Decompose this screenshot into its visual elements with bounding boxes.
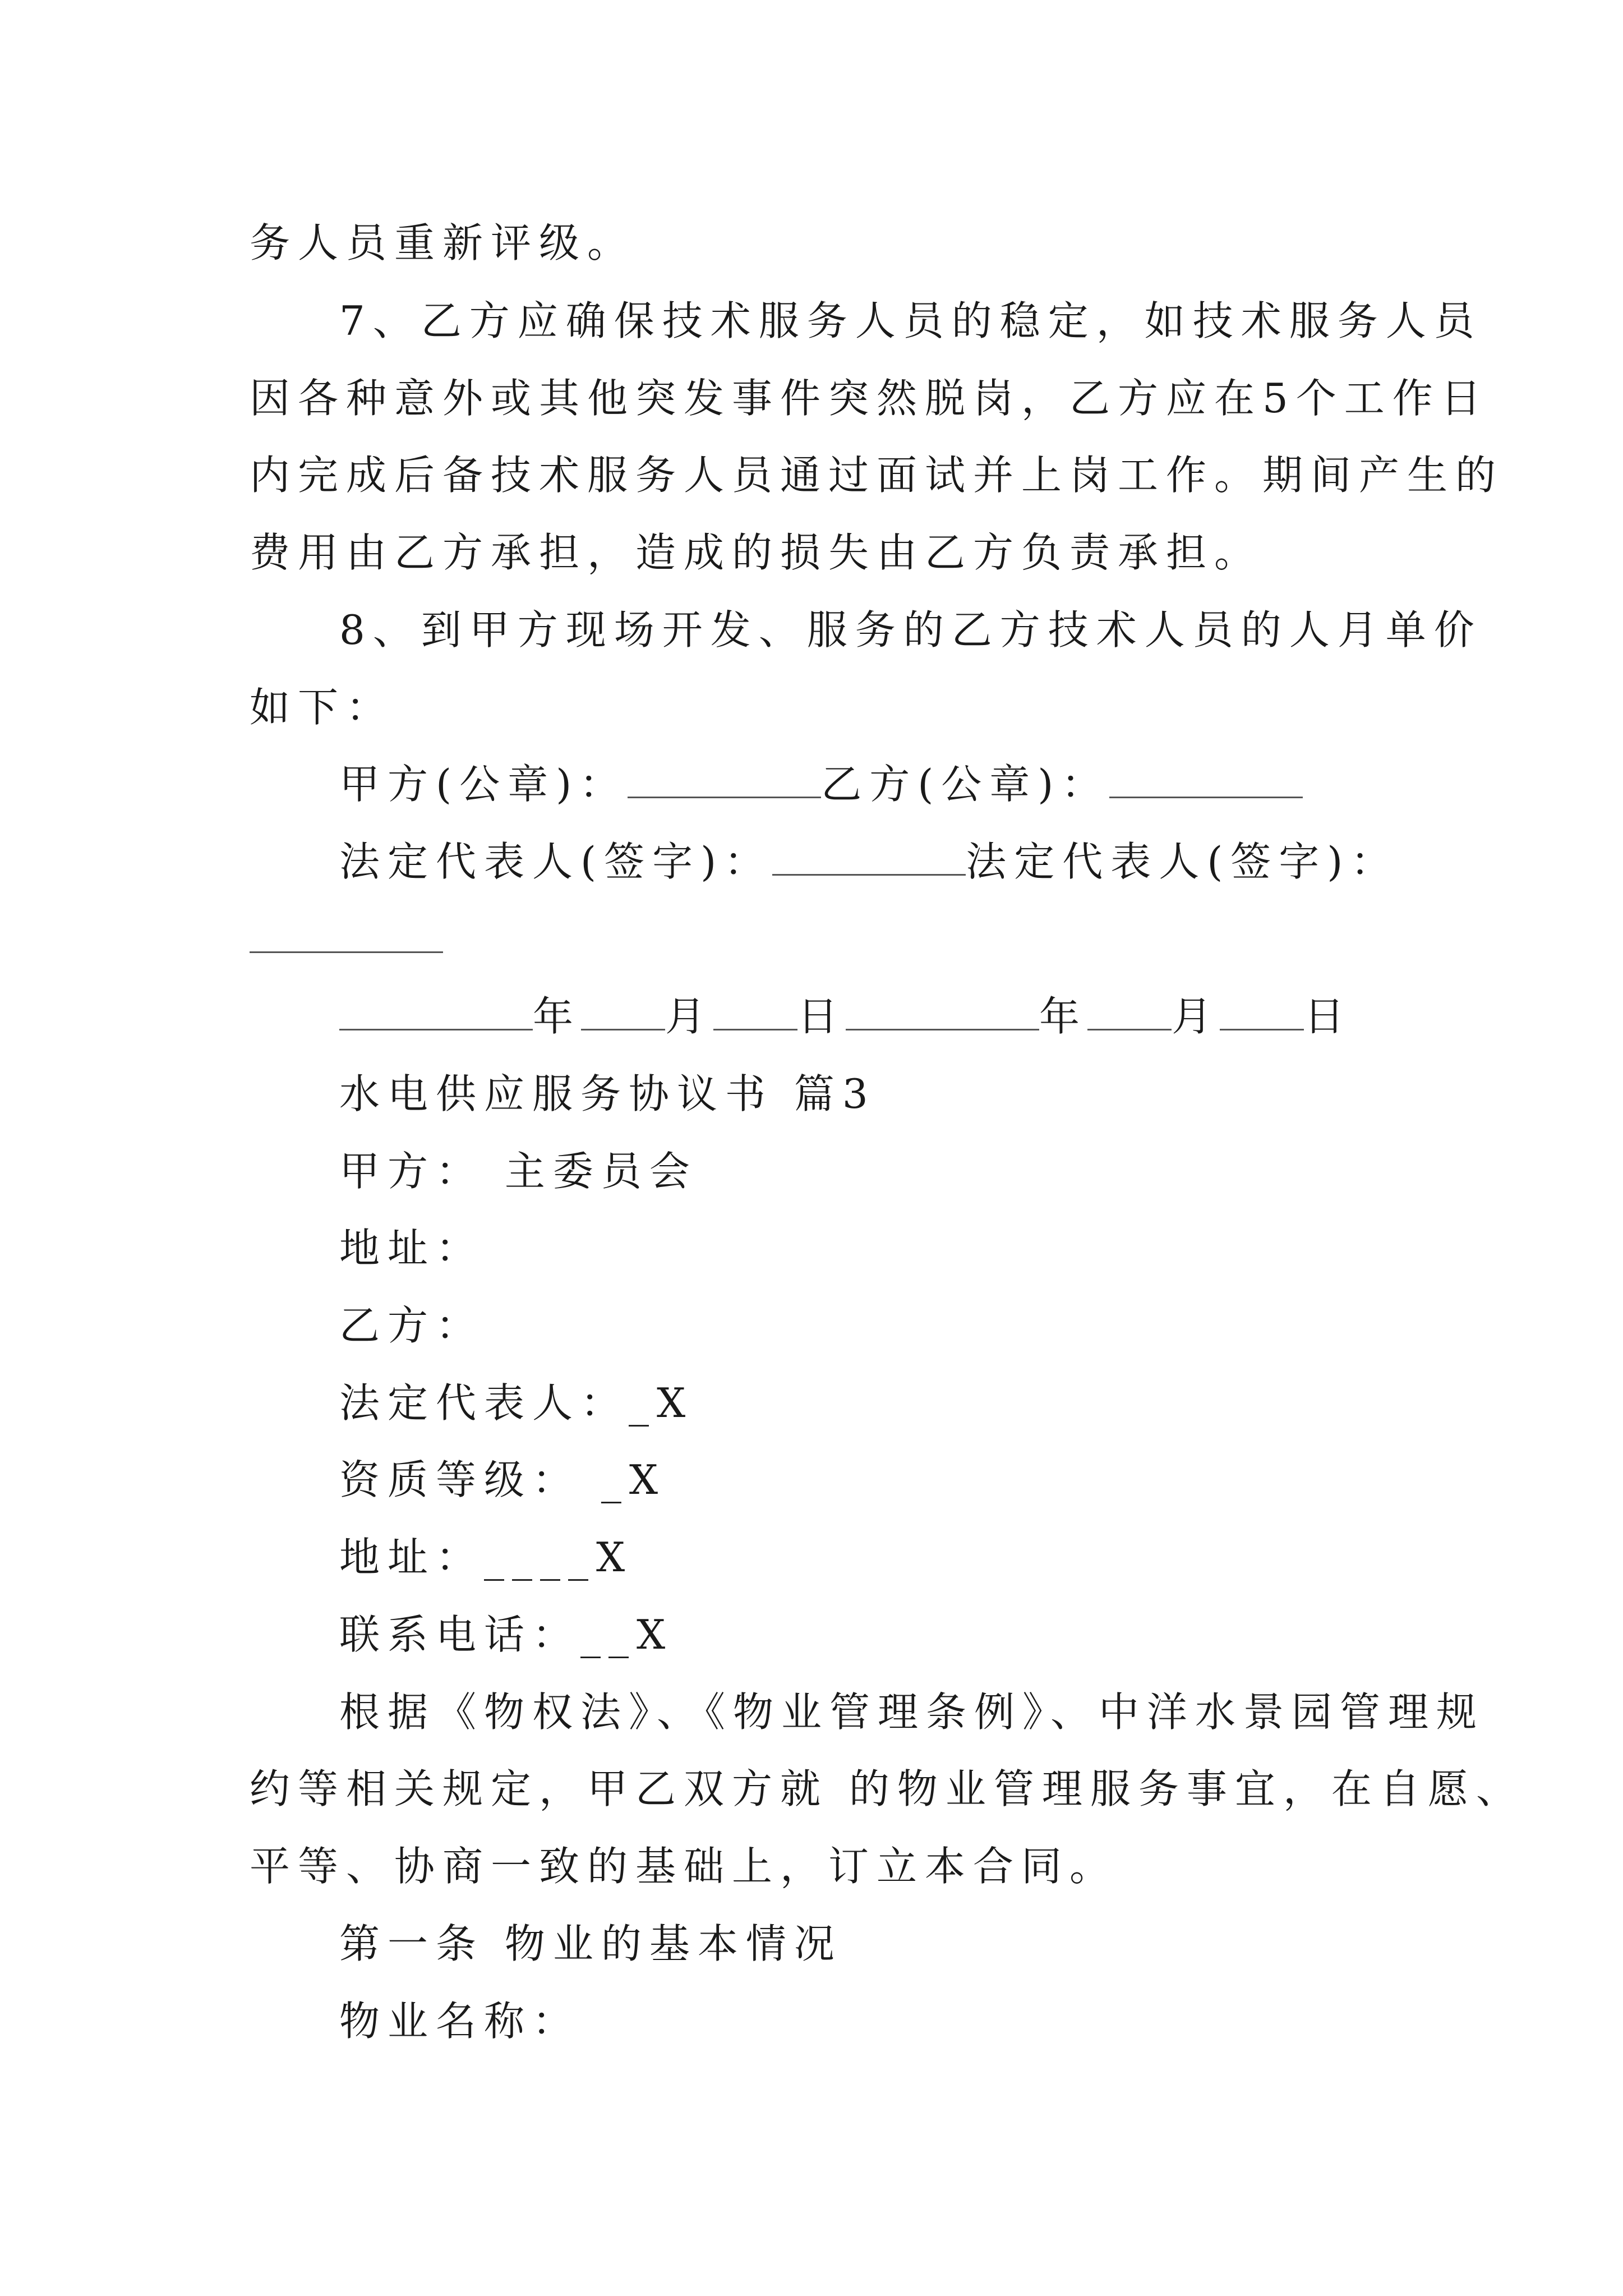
- day-b-blank: [1220, 994, 1304, 1030]
- day-a: 日: [797, 993, 846, 1040]
- party-b-line: 乙方：: [339, 1302, 485, 1349]
- article-1-heading: 第一条 物业的基本情况: [339, 1920, 842, 1967]
- date-line: [339, 988, 1352, 1045]
- party-a-seal-blank: [628, 762, 821, 798]
- rep-a-blank: [772, 839, 966, 876]
- party-b-seal-label: 乙方(公章)：: [821, 761, 1110, 808]
- year-b: 年: [1039, 993, 1088, 1040]
- qualification-line: 资质等级： _X: [339, 1456, 666, 1503]
- address-b-line: 地址：____X: [339, 1534, 633, 1581]
- seal-line: [339, 756, 1303, 812]
- clause-8-line-1: 8、到甲方现场开发、服务的乙方技术人员的人月单价: [339, 606, 1482, 654]
- rep-a-label: 法定代表人(签字)：: [339, 838, 773, 885]
- clause-8-line-2: 如下：: [250, 684, 395, 731]
- text-line-1: 务人员重新评级。: [250, 219, 636, 266]
- clause-7-line-3: 内完成后备技术服务人员通过面试并上岗工作。期间产生的: [250, 452, 1504, 499]
- basis-para-line-2: 约等相关规定，甲乙双方就 的物业管理服务事宜，在自愿、: [250, 1765, 1524, 1812]
- property-name-line: 物业名称：: [339, 1998, 581, 2045]
- rep-b-label: 法定代表人(签字)：: [966, 838, 1399, 885]
- day-a-blank: [713, 994, 797, 1030]
- month-a-blank: [581, 994, 665, 1030]
- party-b-seal-blank: [1109, 762, 1303, 798]
- basis-para-line-3: 平等、协商一致的基础上，订立本合同。: [250, 1843, 1118, 1890]
- rep-line: [339, 834, 1399, 890]
- clause-7-line-1: 7、乙方应确保技术服务人员的稳定，如技术服务人员: [339, 297, 1482, 344]
- year-a: 年: [533, 993, 582, 1040]
- clause-7-line-2: 因各种意外或其他突发事件突然脱岗，乙方应在5个工作日: [250, 375, 1489, 422]
- month-b: 月: [1172, 993, 1220, 1040]
- legal-rep-line: 法定代表人：_X: [339, 1379, 694, 1427]
- rep-b-blank-line: [250, 911, 443, 967]
- day-b: 日: [1304, 993, 1353, 1040]
- clause-7-line-4: 费用由乙方承担，造成的损失由乙方负责承担。: [250, 529, 1263, 576]
- basis-para-line-1: 根据《物权法》、《物业管理条例》、中洋水景园管理规: [339, 1688, 1485, 1736]
- year-a-blank: [339, 994, 533, 1030]
- phone-line: 联系电话：__X: [339, 1611, 674, 1658]
- year-b-blank: [846, 994, 1039, 1030]
- month-b-blank: [1087, 994, 1172, 1030]
- party-a-seal-label: 甲方(公章)：: [339, 761, 628, 808]
- address-a-line: 地址：: [339, 1225, 485, 1272]
- rep-b-blank: [250, 917, 443, 953]
- party-a-line: 甲方： 主委员会: [339, 1148, 698, 1195]
- section-title: 水电供应服务协议书 篇3: [339, 1070, 876, 1117]
- month-a: 月: [665, 993, 714, 1040]
